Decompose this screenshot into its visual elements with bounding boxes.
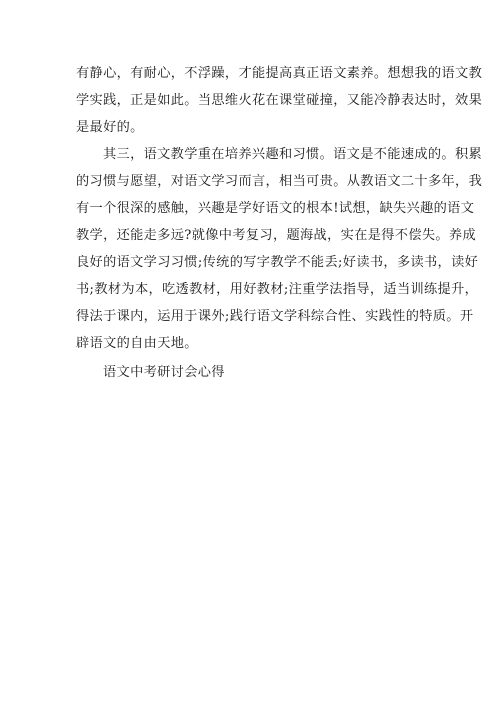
text-line: 学实践，正是如此。当思维火花在课堂碰撞，又能冷静表达时，效果 xyxy=(76,93,483,108)
text-line: 其三，语文教学重在培养兴趣和习惯。语文是不能速成的。积累 xyxy=(103,147,483,162)
text-line: 有一个很深的感触，兴趣是学好语文的根本!试想，缺失兴趣的语文 xyxy=(76,201,475,216)
text-line: 书;教材为本，吃透教材，用好教材;注重学法指导，适当训练提升， xyxy=(76,282,479,297)
text-line: 的习惯与愿望，对语文学习而言，相当可贵。从教语文二十多年，我 xyxy=(76,174,483,189)
text-line: 教学，还能走多远?就像中考复习，题海战，实在是得不偿失。养成 xyxy=(76,228,477,243)
section-heading: 语文中考研讨会心得 xyxy=(103,365,225,380)
text-line: 辟语文的自由天地。 xyxy=(76,336,198,351)
text-line: 有静心，有耐心，不浮躁，才能提高真正语文素养。想想我的语文教 xyxy=(76,66,483,81)
text-line: 良好的语文学习习惯;传统的写字教学不能丢;好读书，多读书，读好 xyxy=(76,255,479,270)
text-line: 得法于课内，运用于课外;践行语文学科综合性、实践性的特质。开 xyxy=(76,309,474,324)
text-line: 是最好的。 xyxy=(76,120,144,135)
